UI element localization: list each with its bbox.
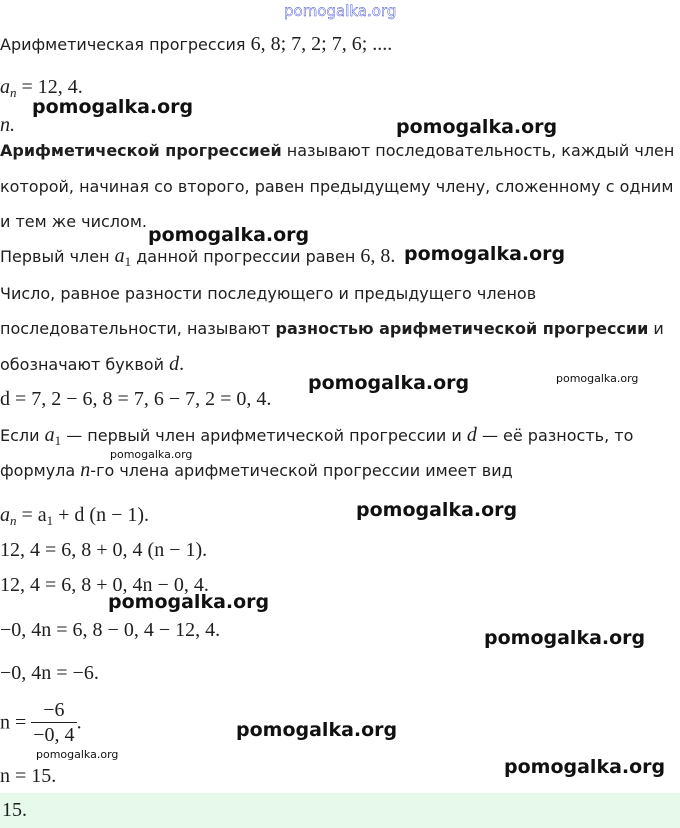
eq1-mid: = a xyxy=(16,504,47,526)
answer-value: 15. xyxy=(2,799,27,821)
sub-1: 1 xyxy=(124,254,132,269)
watermark-small: pomogalka.org xyxy=(110,448,193,461)
var-a1-if: a xyxy=(44,424,55,446)
progression-sequence-line xyxy=(0,34,392,55)
difference-pre: последовательности, называют xyxy=(0,319,271,338)
watermark: pomogalka.org xyxy=(32,96,194,118)
eq6-numerator: −6 xyxy=(31,698,76,723)
formula-post: -го члена арифметической прогрессии имеет вид xyxy=(90,461,513,480)
eq1-sub-n: n xyxy=(10,513,17,528)
watermark-top: pomogalka.org xyxy=(284,2,397,20)
progression-terms: 6, 8; 7, 2; 7, 6; .... xyxy=(250,33,393,55)
watermark: pomogalka.org xyxy=(236,719,398,741)
var-d: d xyxy=(169,353,180,375)
var-n: n xyxy=(80,459,91,481)
watermark: pomogalka.org xyxy=(308,372,470,394)
definition-term: Арифметической прогрессией xyxy=(0,141,282,160)
eq6-denominator: −0, 4 xyxy=(33,724,75,746)
eq6-lhs: n = xyxy=(0,711,27,734)
watermark: pomogalka.org xyxy=(504,756,666,778)
eq1-a: a xyxy=(0,504,10,526)
watermark: pomogalka.org xyxy=(108,591,270,613)
watermark: pomogalka.org xyxy=(396,116,558,138)
eq6-period: . xyxy=(76,711,82,734)
if-post: — её разность, то xyxy=(476,426,634,445)
equation-1 xyxy=(0,504,149,532)
watermark-small: pomogalka.org xyxy=(556,372,639,385)
first-term-label: Первый член xyxy=(0,247,110,266)
formula-intro-line-1 xyxy=(0,425,633,451)
if-mid: — первый член арифметической прогрессии и xyxy=(61,426,462,445)
difference-line-1: Число, равное разности последующего и предыдущего членов xyxy=(0,284,537,303)
equation-2: 12, 4 = 6, 8 + 0, 4 (n − 1). xyxy=(0,539,208,561)
var-a1: a xyxy=(114,245,125,267)
first-term-mid: данной прогрессии равен xyxy=(131,247,356,266)
first-term-value: 6, 8. xyxy=(360,245,396,267)
equation-3: 12, 4 = 6, 8 + 0, 4n − 0, 4. xyxy=(0,574,209,596)
var-a: a xyxy=(0,76,10,98)
var-d-if: d xyxy=(466,424,477,446)
first-term-line xyxy=(0,246,395,272)
find-n-line: n. xyxy=(0,114,15,136)
eq1-sub-1: 1 xyxy=(46,513,54,528)
difference-post: и xyxy=(648,319,664,338)
equation-5: −0, 4n = −6. xyxy=(0,662,99,684)
difference-line-2 xyxy=(0,319,664,339)
sub-1-if: 1 xyxy=(54,433,62,448)
denote-label: обозначают буквой xyxy=(0,355,164,374)
given-value: = 12, 4. xyxy=(16,76,83,98)
watermark: pomogalka.org xyxy=(404,243,566,265)
watermark: pomogalka.org xyxy=(484,627,646,649)
sub-n: n xyxy=(10,85,17,100)
formula-intro-line-2 xyxy=(0,460,513,481)
eq6-fraction xyxy=(31,698,76,747)
d-calculation: d = 7, 2 − 6, 8 = 7, 6 − 7, 2 = 0, 4. xyxy=(0,388,272,410)
definition-text: называют последовательность, каждый член xyxy=(281,141,675,160)
watermark: pomogalka.org xyxy=(148,224,310,246)
watermark-small: pomogalka.org xyxy=(36,748,119,761)
equation-6 xyxy=(0,698,82,747)
watermark: pomogalka.org xyxy=(356,499,518,521)
period: . xyxy=(179,353,185,375)
definition-line-3: и тем же числом. xyxy=(0,212,147,231)
answer-box xyxy=(0,793,680,828)
equation-7: n = 15. xyxy=(0,765,57,787)
equation-4: −0, 4n = 6, 8 − 0, 4 − 12, 4. xyxy=(0,619,221,641)
definition-line-2: которой, начиная со второго, равен предыдущему члену, сложенному с одним xyxy=(0,177,674,196)
progression-label: Арифметическая прогрессия xyxy=(0,35,246,54)
if-label: Если xyxy=(0,426,40,445)
formula-label: формула xyxy=(0,461,76,480)
eq1-rest: + d (n − 1). xyxy=(53,504,150,526)
difference-term: разностью арифметической прогрессии xyxy=(275,319,649,338)
difference-line-3 xyxy=(0,354,184,375)
definition-line-1 xyxy=(0,141,674,161)
